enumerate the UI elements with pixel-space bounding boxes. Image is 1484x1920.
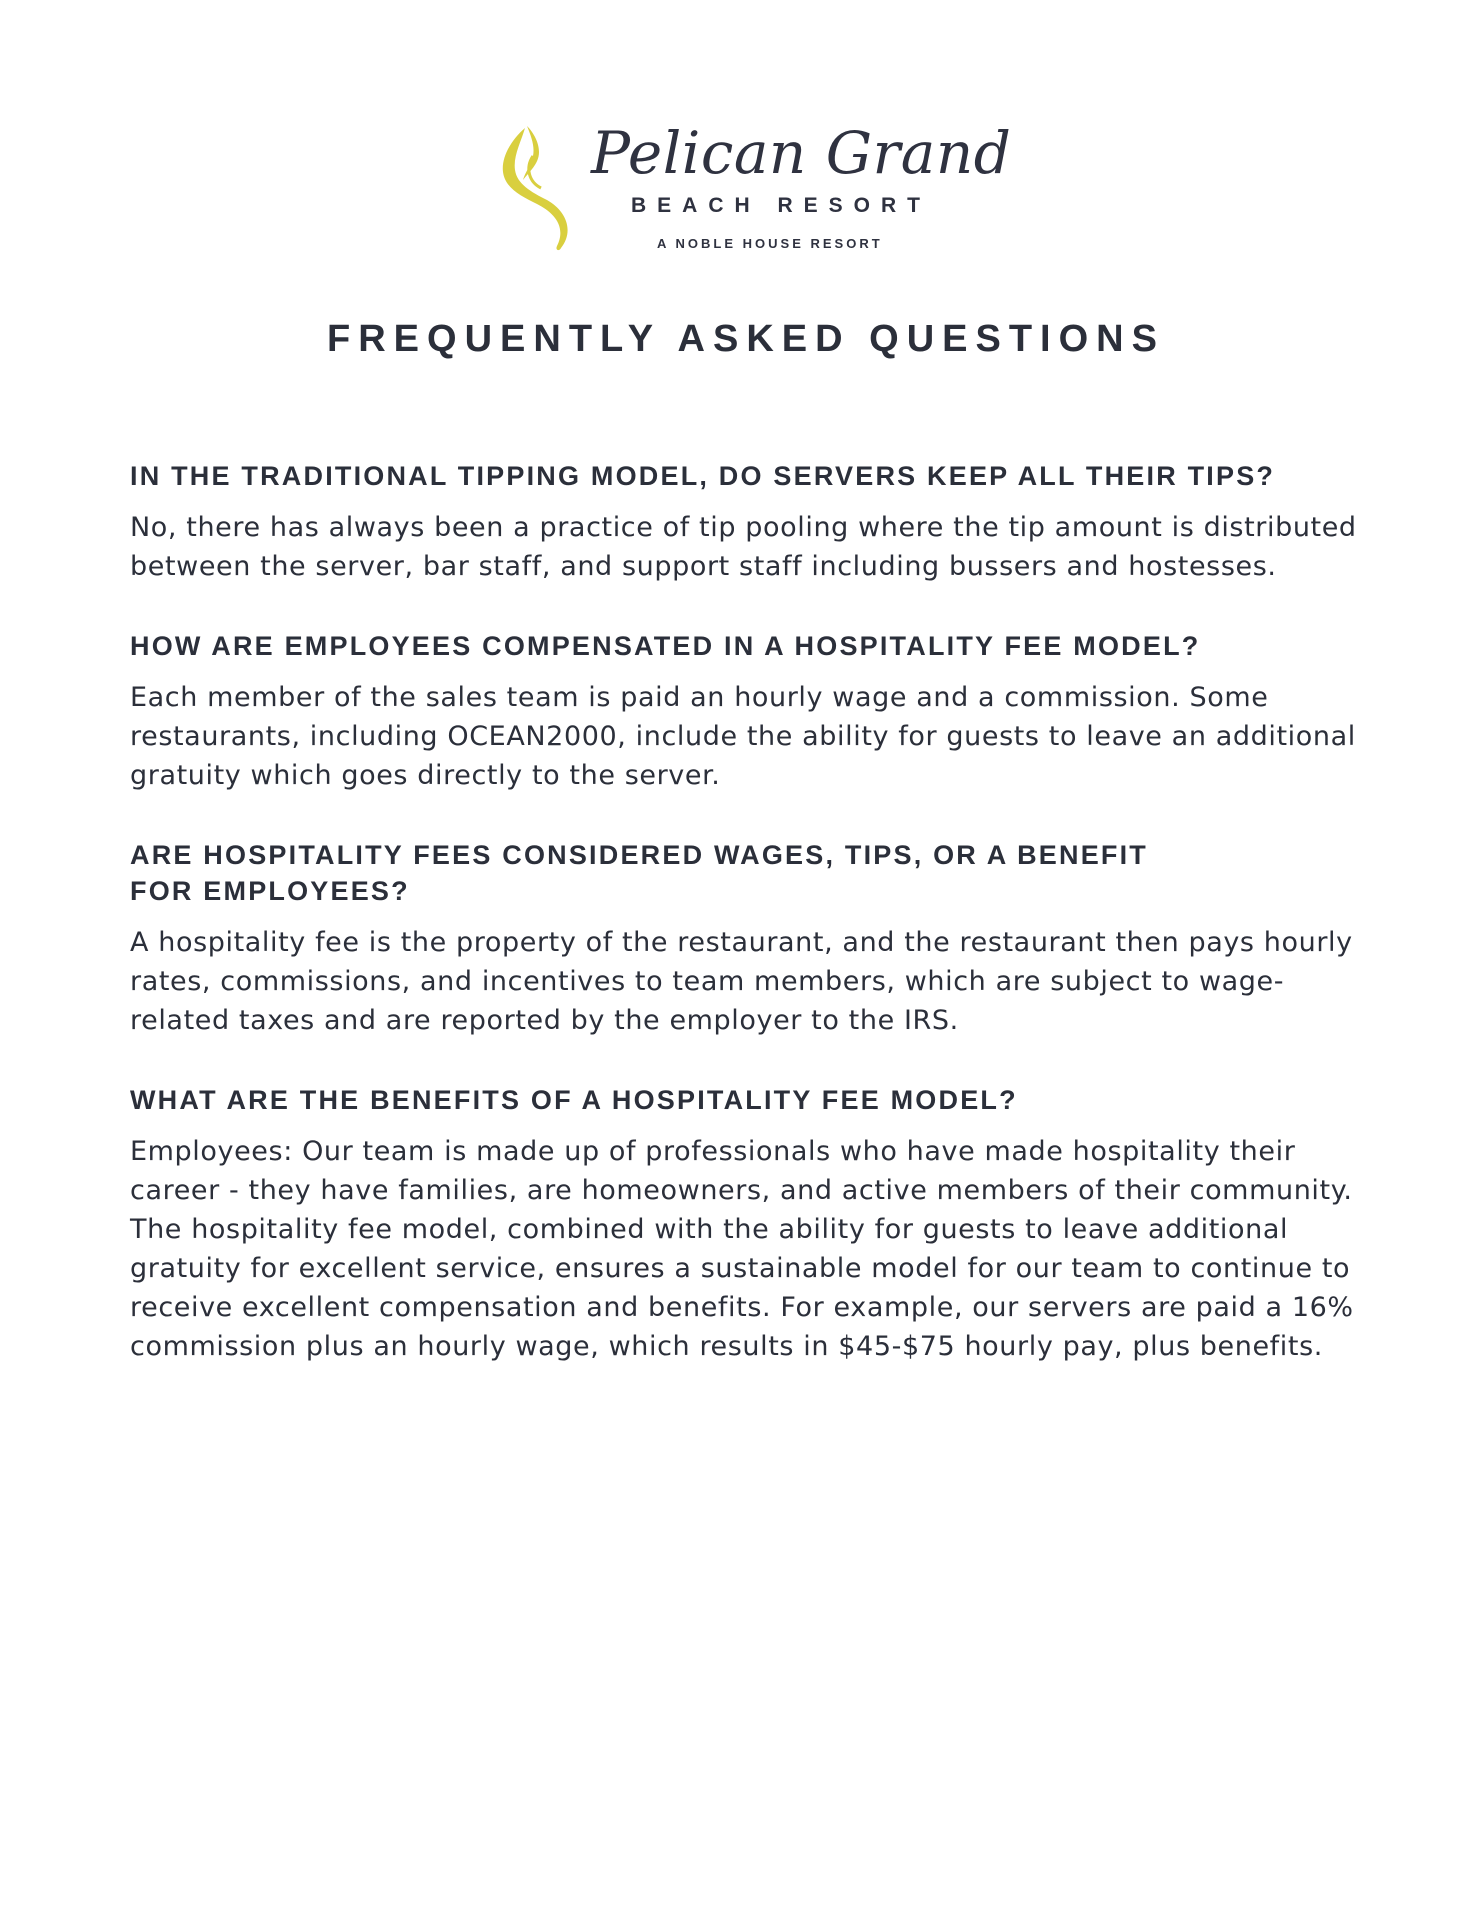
faq-question: IN THE TRADITIONAL TIPPING MODEL, DO SERVERS KEEP ALL THEIR TIPS? — [130, 461, 1276, 491]
resort-logo — [495, 118, 1012, 258]
faq-question: HOW ARE EMPLOYEES COMPENSATED IN A HOSPITALITY FEE MODEL? — [130, 631, 1201, 661]
faq-answer: No, there has always been a practice of tip pooling where the tip amount is distributed between the server, bar staff, and support staff including bussers and hostesses. — [130, 512, 1357, 582]
faq-list — [130, 458, 1360, 1408]
faq-item — [130, 1082, 1360, 1366]
faq-answer: A hospitality fee is the property of the restaurant, and the restaurant then pays hourly rates, commissions, and incentives to team members, which are subject to wage-related taxes and are reported by the employer to the IRS. — [130, 927, 1353, 1036]
faq-answer: Employees: Our team is made up of professionals who have made hospitality their career - they have families, are homeowners, and active members of their community. The hospitality fee model, combined with the ability for guests to leave additional gratuity for excellent service, ensures a sustainable model for our team to continue to receive excellent compensation and benefits. For example, our servers are paid a 16% commission plus an hourly wage, which results in $45-$75 hourly pay, plus benefits. — [130, 1136, 1354, 1362]
logo-subtitle: BEACH RESORT — [631, 194, 932, 217]
logo-tagline: A NOBLE HOUSE RESORT — [657, 236, 883, 251]
faq-answer: Each member of the sales team is paid an hourly wage and a commission. Some restaurants, including OCEAN2000, include the ability for guests to leave an additional gratuity which goes directly to the server. — [130, 682, 1356, 791]
faq-question: ARE HOSPITALITY FEES CONSIDERED WAGES, TIPS, OR A BENEFIT FOR EMPLOYEES? — [130, 840, 1148, 906]
page-title: FREQUENTLY ASKED QUESTIONS — [327, 318, 1165, 360]
faq-item — [130, 837, 1360, 1040]
faq-item — [130, 628, 1360, 795]
pelican-icon — [495, 122, 595, 254]
faq-question: WHAT ARE THE BENEFITS OF A HOSPITALITY FEE MODEL? — [130, 1085, 1018, 1115]
faq-item — [130, 458, 1360, 586]
logo-name: Pelican Grand — [591, 119, 1012, 187]
